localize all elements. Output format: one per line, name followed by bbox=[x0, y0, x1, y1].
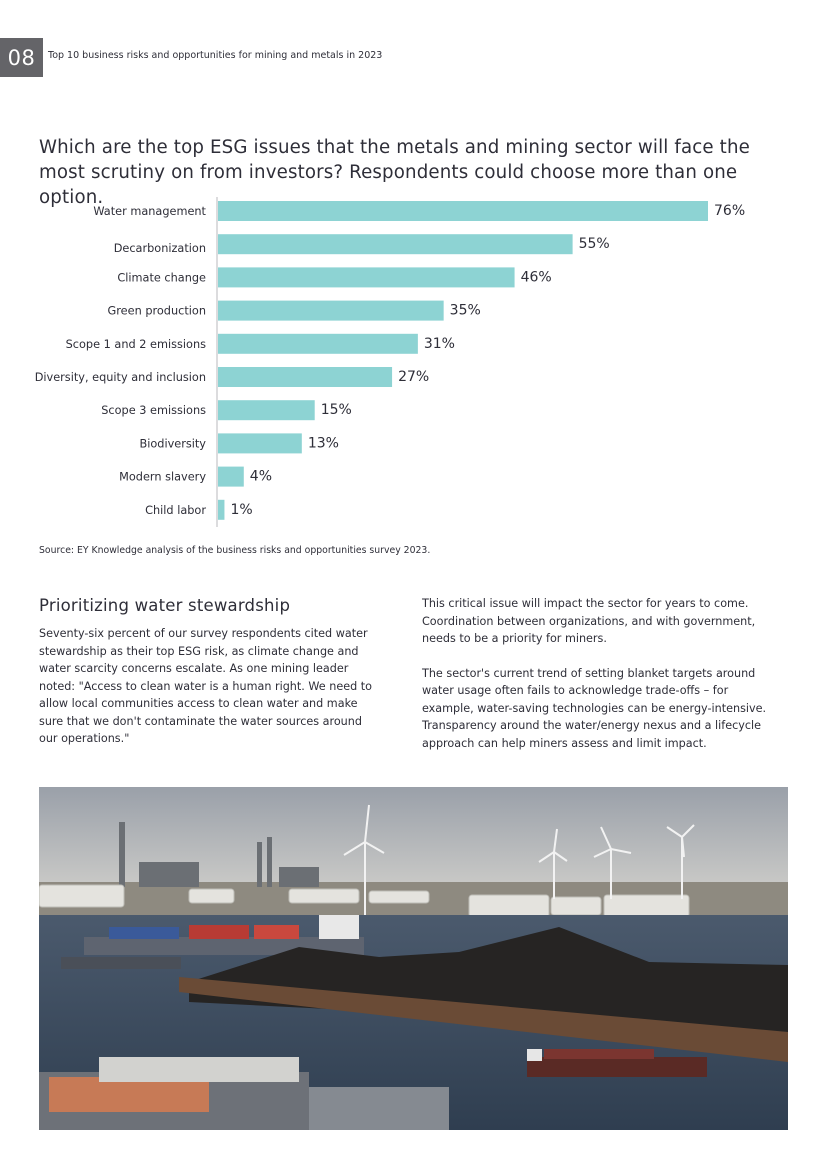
value-label: 13% bbox=[307, 435, 339, 452]
bar-water-management bbox=[218, 201, 708, 221]
category-label: Climate change bbox=[117, 271, 206, 285]
right-column-text bbox=[422, 595, 782, 752]
bar-green-production bbox=[218, 301, 444, 321]
value-label: 4% bbox=[249, 468, 273, 485]
bar-climate-change bbox=[218, 267, 515, 287]
esg-issues-bar-chart bbox=[0, 192, 827, 532]
value-label: 76% bbox=[714, 203, 746, 219]
bar-decarbonization bbox=[218, 234, 573, 254]
chart-source-note: Source: EY Knowledge analysis of the business risks and opportunities survey 2023. bbox=[39, 545, 431, 556]
chart-title: Which are the top ESG issues that the metals and mining sector will face the most scrutiny on from investors? Respondents could choose more than one option. bbox=[39, 137, 750, 208]
category-label: Diversity, equity and inclusion bbox=[34, 371, 206, 384]
category-label: Child labor bbox=[145, 503, 206, 517]
value-label: 15% bbox=[320, 402, 352, 419]
left-column-text bbox=[39, 625, 384, 748]
bar-modern-slavery bbox=[218, 467, 244, 487]
section-heading: Prioritizing water stewardship bbox=[39, 596, 291, 615]
bar-scope-1-and-2-emissions bbox=[218, 334, 418, 354]
category-label: Biodiversity bbox=[139, 437, 206, 451]
page-number-badge: 08 bbox=[0, 38, 43, 77]
category-label: Scope 3 emissions bbox=[101, 404, 206, 418]
value-label: 1% bbox=[230, 501, 253, 518]
category-label: Green production bbox=[107, 304, 206, 318]
bar-biodiversity bbox=[218, 433, 302, 453]
left-paragraph: Seventy-six percent of our survey respondents cited water stewardship as their top ESG risk, as climate change and water scarcity concerns escalate. As one mining leader noted: "Access to clean water is a human right. We need to allow local communities access to clean water and make sure that we don't contaminate the water sources around our operations." bbox=[39, 627, 372, 745]
port-photo bbox=[39, 787, 788, 1130]
category-label: Scope 1 and 2 emissions bbox=[65, 337, 206, 351]
bar-scope-3-emissions bbox=[218, 400, 315, 420]
value-label: 55% bbox=[578, 236, 610, 253]
right-paragraph-1: This critical issue will impact the sector for years to come. Coordination between organizations, and with government, needs to be a priority for miners. bbox=[422, 597, 756, 645]
category-label: Water management bbox=[93, 205, 206, 218]
running-title: Top 10 business risks and opportunities for mining and metals in 2023 bbox=[48, 50, 383, 61]
value-label: 35% bbox=[449, 302, 481, 319]
right-paragraph-2: The sector's current trend of setting blanket targets around water usage often fails to acknowledge trade-offs – for example, water-saving technologies can be energy-intensive. Transparency around the water/energy nexus and a lifecycle approach can help miners assess and limit impact. bbox=[422, 666, 767, 750]
category-label: Modern slavery bbox=[119, 470, 206, 484]
bar-diversity-equity-and-inclusion bbox=[218, 367, 392, 387]
barge-left bbox=[61, 957, 181, 969]
category-label: Decarbonization bbox=[113, 242, 206, 256]
value-label: 46% bbox=[520, 269, 552, 286]
value-label: 27% bbox=[398, 369, 430, 385]
bar-child-labor bbox=[218, 500, 224, 520]
value-label: 31% bbox=[423, 335, 455, 352]
